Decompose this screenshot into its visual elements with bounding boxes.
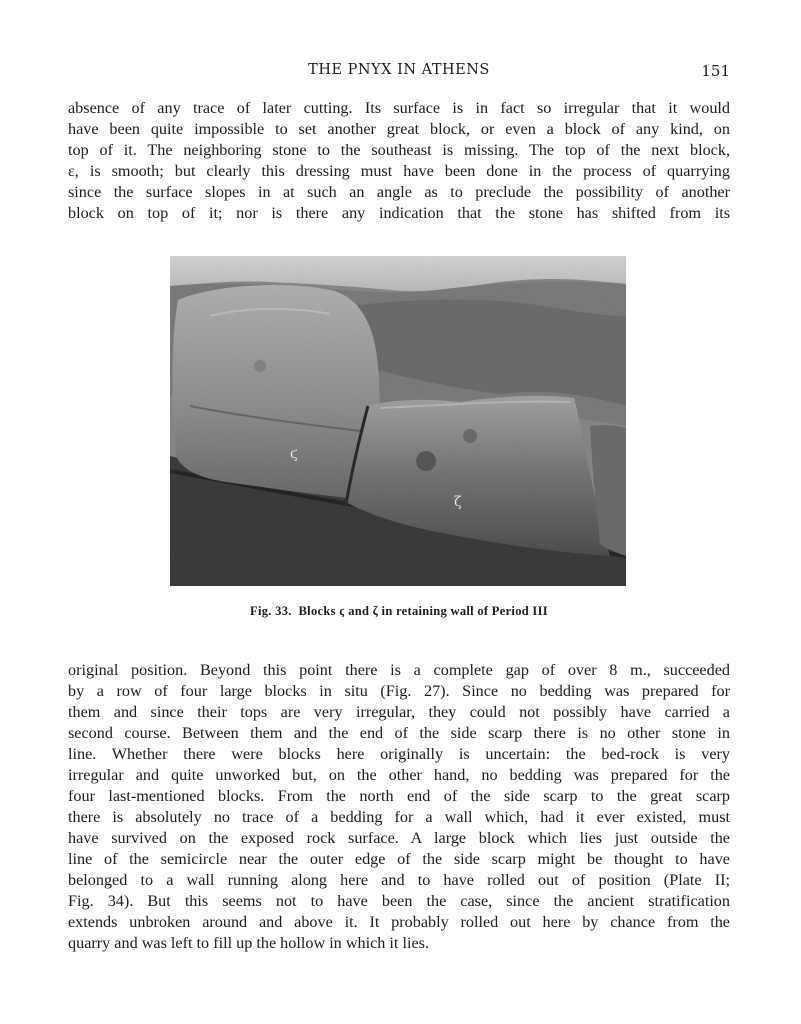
text-line: since the surface slopes in at such an angle as to preclude the possibility of another [68, 183, 730, 201]
text-line: top of it. The neighboring stone to the southeast is missing. The top of the next block, [68, 141, 730, 159]
figure-caption [68, 604, 730, 619]
text-line: line. Whether there were blocks here originally is uncertain: the bed-rock is very [68, 745, 730, 763]
figure-photograph [170, 256, 626, 586]
text-line: absence of any trace of later cutting. Its surface is in fact so irregular that it would [68, 99, 730, 117]
text-line: second course. Between them and the end of the side scarp there is no other stone in [68, 724, 730, 742]
block-mark-left: ϛ [290, 446, 298, 462]
text-line: them and since their tops are very irregular, they could not possibly have carried a [68, 703, 730, 721]
text-line: belonged to a wall running along here and to have rolled out of position (Plate II; [68, 871, 730, 889]
page-number: 151 [701, 62, 730, 80]
page-header [68, 62, 730, 86]
text-line: by a row of four large blocks in situ (Fig. 27). Since no bedding was prepared for [68, 682, 730, 700]
text-line: ε, is smooth; but clearly this dressing must have been done in the process of quarrying [68, 162, 730, 180]
block-mark-right: ζ [454, 494, 462, 510]
text-line: extends unbroken around and above it. It probably rolled out here by chance from the [68, 913, 730, 931]
text-line: Fig. 34). But this seems not to have been the case, since the ancient stratification [68, 892, 730, 910]
photo-blocks-in-retaining-wall [170, 256, 626, 586]
text-line: block on top of it; nor is there any indication that the stone has shifted from its [68, 204, 730, 222]
text-line: original position. Beyond this point there is a complete gap of over 8 m., succeeded [68, 661, 730, 679]
text-line: there is absolutely no trace of a bedding for a wall which, had it ever existed, must [68, 808, 730, 826]
text-line: irregular and quite unworked but, on the other hand, no bedding was prepared for the [68, 766, 730, 784]
text-line: line of the semicircle near the outer edge of the side scarp might be thought to have [68, 850, 730, 868]
paragraph-2 [68, 660, 730, 954]
text-line: have been quite impossible to set another great block, or even a block of any kind, on [68, 120, 730, 138]
caption-label: Fig. 33. [250, 604, 292, 618]
text-line: have survived on the exposed rock surface. A large block which lies just outside the [68, 829, 730, 847]
caption-text: Blocks ϛ and ζ in retaining wall of Period III [298, 604, 548, 618]
text-line: quarry and was left to fill up the hollow in which it lies. [68, 934, 430, 952]
running-title: THE PNYX IN ATHENS [308, 62, 490, 78]
paragraph-1 [68, 98, 730, 224]
text-line: four last-mentioned blocks. From the north end of the side scarp to the great scarp [68, 787, 730, 805]
